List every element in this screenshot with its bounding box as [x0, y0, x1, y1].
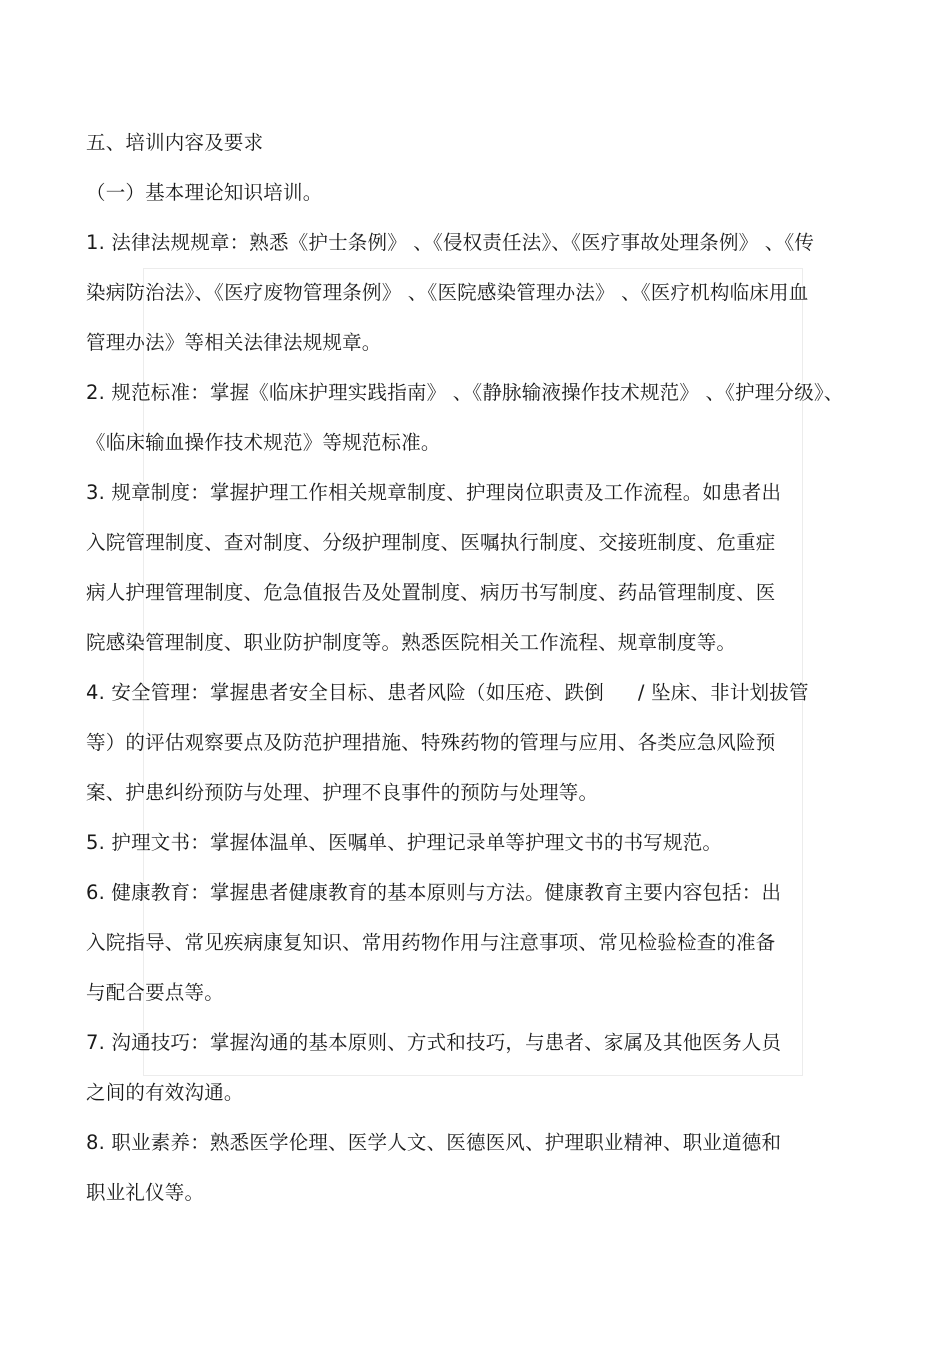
document-body	[86, 118, 876, 1218]
item-3-line-2: 入院管理制度、查对制度、分级护理制度、医嘱执行制度、交接班制度、危重症	[86, 531, 776, 554]
item-4-line-1-part-b: / 坠床、非计划拔管	[637, 681, 809, 704]
item-3-line-3: 病人护理管理制度、危急值报告及处置制度、病历书写制度、药品管理制度、医	[86, 581, 776, 604]
item-4-line-3: 案、护患纠纷预防与处理、护理不良事件的预防与处理等。	[86, 781, 599, 804]
item-3-line-4: 院感染管理制度、职业防护制度等。熟悉医院相关工作流程、规章制度等。	[86, 631, 737, 654]
item-4-line-1-part-a: 4. 安全管理：掌握患者安全目标、患者风险（如压疮、跌倒	[86, 681, 604, 704]
item-1-line-2: 染病防治法》、《医疗废物管理条例》 、《医院感染管理办法》 、《医疗机构临床用血	[86, 281, 809, 304]
item-6-line-1: 6. 健康教育：掌握患者健康教育的基本原则与方法。健康教育主要内容包括：出	[86, 881, 782, 904]
item-8-line-2: 职业礼仪等。	[86, 1181, 205, 1204]
item-1-line-1: 1. 法律法规规章：熟悉《护士条例》 、《侵权责任法》、《医疗事故处理条例》 、《传	[86, 231, 815, 254]
section-heading: 五、培训内容及要求	[86, 131, 264, 154]
item-2-line-2: 《临床输血操作技术规范》等规范标准。	[86, 431, 441, 454]
item-5-line-1: 5. 护理文书：掌握体温单、医嘱单、护理记录单等护理文书的书写规范。	[86, 831, 723, 854]
item-8-line-1: 8. 职业素养：熟悉医学伦理、医学人文、医德医风、护理职业精神、职业道德和	[86, 1131, 782, 1154]
item-1-line-3: 管理办法》等相关法律法规规章。	[86, 331, 382, 354]
item-3-line-1: 3. 规章制度：掌握护理工作相关规章制度、护理岗位职责及工作流程。如患者出	[86, 481, 782, 504]
item-6-line-3: 与配合要点等。	[86, 981, 224, 1004]
item-4-line-2: 等）的评估观察要点及防范护理措施、特殊药物的管理与应用、各类应急风险预	[86, 731, 776, 754]
item-4-line-1	[86, 668, 876, 718]
subsection-heading: （一）基本理论知识培训。	[86, 181, 323, 204]
item-6-line-2: 入院指导、常见疾病康复知识、常用药物作用与注意事项、常见检验检查的准备	[86, 931, 776, 954]
item-7-line-1: 7. 沟通技巧：掌握沟通的基本原则、方式和技巧，与患者、家属及其他医务人员	[86, 1031, 782, 1054]
item-2-line-1: 2. 规范标准：掌握《临床护理实践指南》 、《静脉输液操作技术规范》 、《护理分级》、	[86, 381, 844, 404]
item-7-line-2: 之间的有效沟通。	[86, 1081, 244, 1104]
